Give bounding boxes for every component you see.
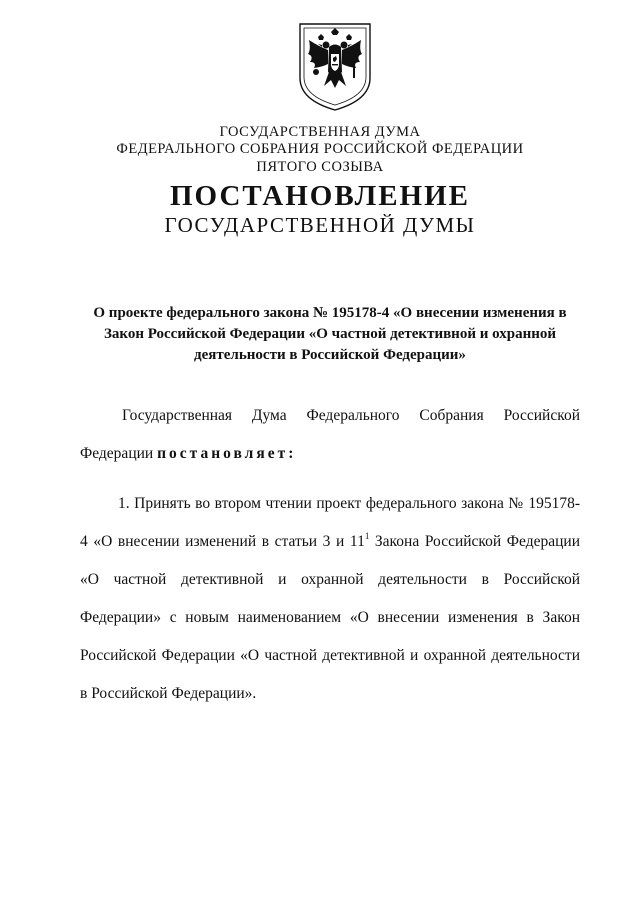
document-subject: О проекте федерального закона № 195178-4 «О внесении изменения в Закон Российской Федерации «О частной детективной и охранной деятельности в Российской Федерации» xyxy=(93,305,567,363)
convocation-header-line: ПЯТОГО СОЗЫВА xyxy=(256,159,384,175)
resolution-item-1 xyxy=(80,485,580,713)
duma-header-line: ГОСУДАРСТВЕННАЯ ДУМА xyxy=(219,124,421,140)
document-issuer-title: ГОСУДАРСТВЕННОЙ ДУМЫ xyxy=(164,213,476,237)
item-1-superscript: 1 xyxy=(364,531,370,541)
coat-of-arms-emblem xyxy=(296,20,374,112)
resolves-keyword: постановляет: xyxy=(157,445,297,462)
item-1-text-part-2: Закона Российской Федерации «О частной детективной и охранной деятельности в Российской Федерации» с новым наименованием «О внесении изменения в Закон Российской Федерации «О частной детективной и охранной деятельности в Российской Федерации». xyxy=(80,533,580,702)
resolution-intro-paragraph xyxy=(80,397,580,473)
item-1-text-part-1: 1. Принять во втором чтении проект федерального закона № 195178-4 «О внесении изменений в статьи 3 и 11 xyxy=(80,495,580,550)
federal-assembly-header-line: ФЕДЕРАЛЬНОГО СОБРАНИЯ РОССИЙСКОЙ ФЕДЕРАЦИИ xyxy=(116,141,524,157)
resolution-intro-text: Государственная Дума Федерального Собрания Российской Федерации xyxy=(80,407,580,462)
document-type-title: ПОСТАНОВЛЕНИЕ xyxy=(169,180,470,212)
